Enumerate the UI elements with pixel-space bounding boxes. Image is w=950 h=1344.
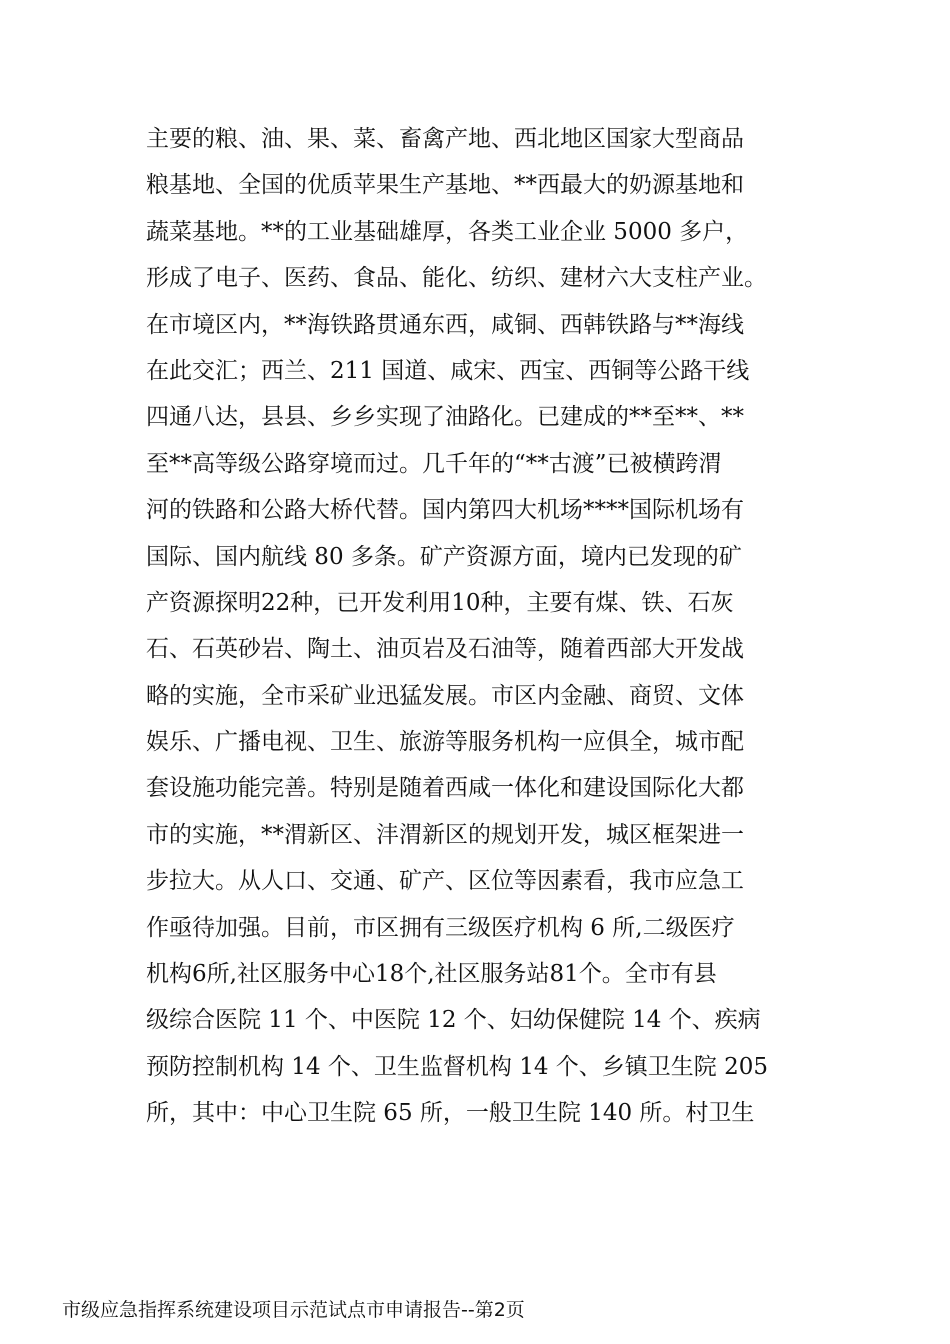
body-line-11: 产资源探明22种，已开发利用10种，主要有煤、铁、石灰 xyxy=(146,589,734,616)
body-line-5: 在市境区内，**海铁路贯通东西，咸铜、西韩铁路与**海线 xyxy=(146,311,744,338)
body-line-18: 作亟待加强。目前，市区拥有三级医疗机构 6 所,二级医疗 xyxy=(146,914,735,941)
body-line-15: 套设施功能完善。特别是随着西咸一体化和建设国际化大都 xyxy=(146,775,744,802)
body-line-20: 级综合医院 11 个、中医院 12 个、妇幼保健院 14 个、疾病 xyxy=(146,1007,761,1034)
body-line-6: 在此交汇；西兰、211 国道、咸宋、西宝、西铜等公路干线 xyxy=(146,357,750,384)
body-line-13: 略的实施，全市采矿业迅猛发展。市区内金融、商贸、文体 xyxy=(146,682,744,709)
body-line-2: 粮基地、全国的优质苹果生产基地、**西最大的奶源基地和 xyxy=(146,172,744,199)
body-line-10: 国际、国内航线 80 多条。矿产资源方面，境内已发现的矿 xyxy=(146,543,742,570)
body-line-14: 娱乐、广播电视、卫生、旅游等服务机构一应俱全，城市配 xyxy=(146,729,744,756)
body-line-12: 石、石英砂岩、陶土、油页岩及石油等，随着西部大开发战 xyxy=(146,636,744,663)
body-line-17: 步拉大。从人口、交通、矿产、区位等因素看，我市应急工 xyxy=(146,868,744,895)
page-footer: 市级应急指挥系统建设项目示范试点市申请报告--第2页 xyxy=(62,1299,525,1321)
body-line-9: 河的铁路和公路大桥代替。国内第四大机场****国际机场有 xyxy=(146,497,744,524)
body-line-8: 至**高等级公路穿境而过。几千年的“**古渡”已被横跨渭 xyxy=(146,450,722,477)
body-line-7: 四通八达，县县、乡乡实现了油路化。已建成的**至**、** xyxy=(146,404,744,431)
body-line-4: 形成了电子、医药、食品、能化、纺织、建材六大支柱产业。 xyxy=(146,265,767,292)
body-line-19: 机构6所,社区服务中心18个,社区服务站81个。全市有县 xyxy=(146,961,717,988)
body-line-21: 预防控制机构 14 个、卫生监督机构 14 个、乡镇卫生院 205 xyxy=(146,1053,768,1080)
body-line-22: 所，其中：中心卫生院 65 所，一般卫生院 140 所。村卫生 xyxy=(146,1100,755,1127)
body-line-1: 主要的粮、油、果、菜、畜禽产地、西北地区国家大型商品 xyxy=(146,126,744,152)
document-body xyxy=(146,116,826,1137)
body-line-3: 蔬菜基地。**的工业基础雄厚，各类工业企业 5000 多户， xyxy=(146,218,749,245)
body-line-16: 市的实施，**渭新区、沣渭新区的规划开发，城区框架进一 xyxy=(146,821,744,848)
